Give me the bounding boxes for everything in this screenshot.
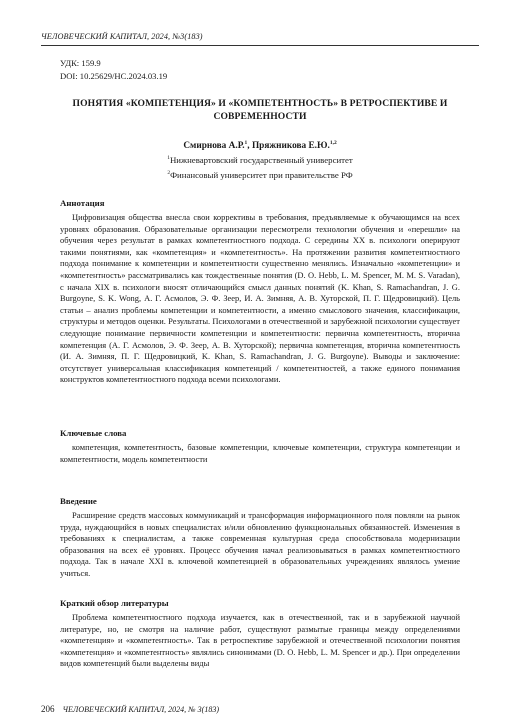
author-2: Пряжникова Е.Ю. xyxy=(251,141,330,152)
literature-text: Проблема компетентностного подхода изучается, как в отечественной, так и в зарубежной научной литературе, но, не смотря на наличие работ, существуют размытые границы между определениями «компетенция» и «компетентность». Так в ретроспективе зарубежной и отечественной психологии понятия «компетенция» и «компетентность» являлись синонимами (D. O. Hebb, L. M. Spencer и др.). При определении видов компетенций были выделены виды xyxy=(60,612,460,669)
page-number: 206 xyxy=(41,704,55,714)
keywords-heading: Ключевые слова xyxy=(60,428,127,438)
authors xyxy=(40,140,480,151)
affiliation-1 xyxy=(40,155,480,165)
abstract-heading: Аннотация xyxy=(60,198,105,208)
doi[interactable]: DOI: 10.25629/HC.2024.03.19 xyxy=(60,70,168,81)
article-title xyxy=(50,97,470,123)
udk-code: УДК: 159.9 xyxy=(60,58,101,68)
affiliation-2-text: Финансовый университет при правительстве РФ xyxy=(170,170,353,180)
affiliation-1-text: Нижневартовский государственный университет xyxy=(169,155,353,165)
title-line-1: ПОНЯТИЯ «КОМПЕТЕНЦИЯ» И «КОМПЕТЕНТНОСТЬ» В РЕТРОСПЕКТИВЕ И xyxy=(72,98,448,109)
author-separator: , xyxy=(247,141,252,152)
author-1-affil: 1 xyxy=(244,140,248,146)
literature-heading: Краткий обзор литературы xyxy=(60,598,169,608)
header-rule xyxy=(41,45,479,46)
article-meta xyxy=(60,57,167,82)
keywords-text: компетенция, компетентность, базовые компетенции, ключевые компетенции, структура компетенции и компетентности, модель компетентности xyxy=(60,442,460,464)
introduction-text: Расширение средств массовых коммуникаций и трансформация информационного поля повляли на рынок труда, нуждающийся в новых специалистах и/или обновлению функциональных обязанностей. Изменения в требованиях к специалистам, а также современная культурная среда способствовала модернизации образования на всех её уровнях. Процесс обучения начал реализовываться в рамках компетентностного подхода. Так в начале XXI в. ключевой компетенцией в образовательных учреждениях являлось умение учиться. xyxy=(60,510,460,578)
author-2-affil: 1,2 xyxy=(329,140,337,146)
footer-journal: ЧЕЛОВЕЧЕСКИЙ КАПИТАЛ, 2024, № 3(183) xyxy=(62,705,219,714)
affiliation-1-mark: 1 xyxy=(167,155,170,162)
author-1: Смирнова А.Р. xyxy=(183,141,245,152)
title-line-2: СОВРЕМЕННОСТИ xyxy=(213,111,307,122)
affiliation-2 xyxy=(40,170,480,180)
abstract-text: Цифровизация общества внесла свои коррективы в требования, предъявляемые к обучающимся на всех уровнях образования. Образовательные организации пересмотрели технологии обучения и «перешли» на обучения через результат в рамках компетентностного подхода. С середины XX в. психологи оперируют такими понятиями, как «компетенция» и «компетентность». На протяжении развития компетентностного подхода понимание к компетенции и компетентности существенно менялись. Изначально «компетенции» и «компетентность» рассматривались как тождественные понятия (D. O. Hebb, L. M. Spencer, M. M. S. Varadan), с начала XIX в. психологи вносят отличающийся смысл данных понятий (K. Khan, S. Ramachandran, J. G. Burgoyne, S. K. Wong, А. Г. Асмолов, Э. Ф. Зеер, И. А. Зимняя, А. В. Хуторской, П. Г. Щедровицкий). Цель статьи – анализ проблемы компетенции и компетентности, а именно смыслового значения, классификации, структуры и методов оценки. Результаты. Психологами в отечественной и зарубежной психологии существует следующие понимание первичности компетенции и компетентности: первична компетентность, вторична компетенция (А. Г. Асмолов, Э. Ф. Зеер, А. В. Хуторской); первична компетенция, вторична компетентность (И. А. Зимняя, П. Г. Щедровицкий, K. Khan, S. Ramachandran, J. G. Burgoyne). Выводы и заключение: отсутствует универсальная классификация компетенций / компетентностей, а также единого понимания конструктов компетентностного подхода всеми психологами. xyxy=(60,212,460,385)
page-footer xyxy=(41,704,219,714)
running-title: ЧЕЛОВЕЧЕСКИЙ КАПИТАЛ, 2024, №3(183) xyxy=(41,32,203,41)
affiliation-2-mark: 2 xyxy=(167,170,171,177)
introduction-heading: Введение xyxy=(60,496,97,506)
